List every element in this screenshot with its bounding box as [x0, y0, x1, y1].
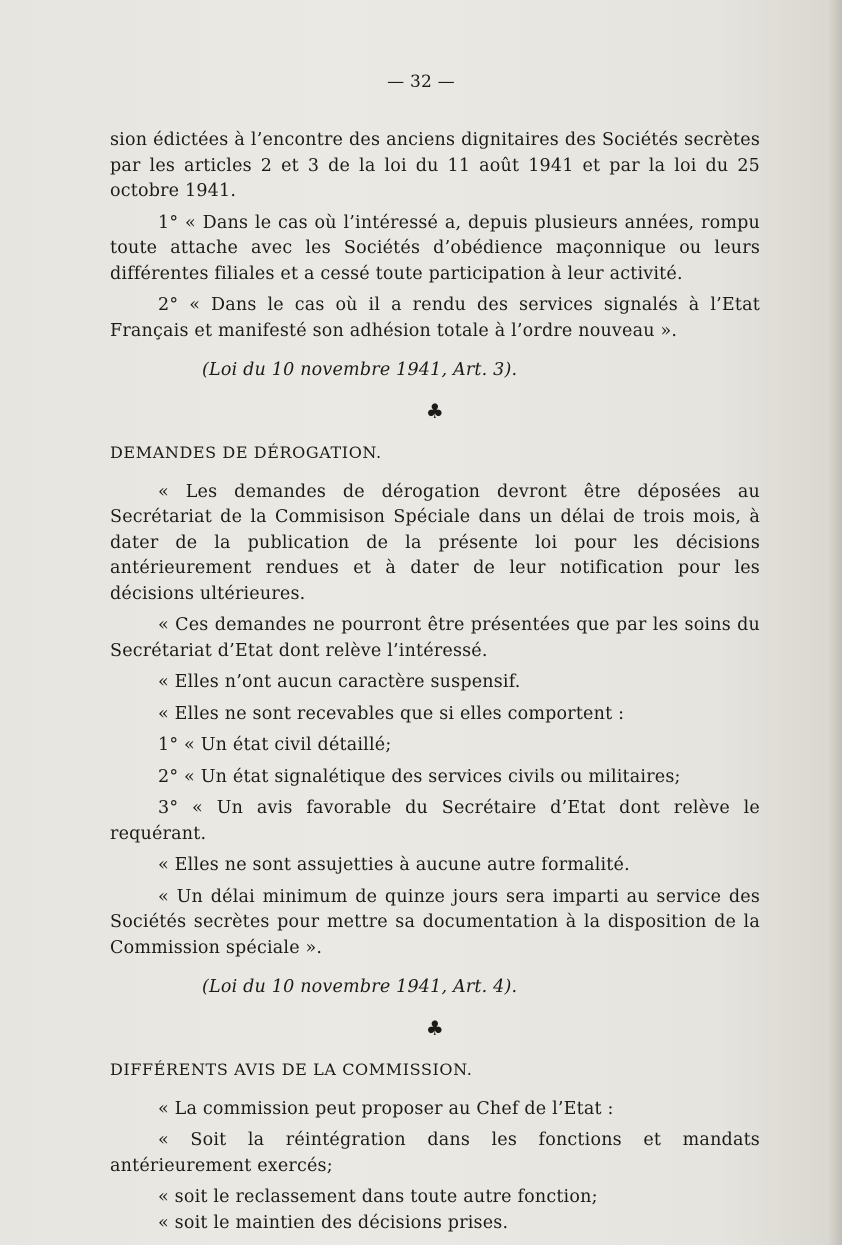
paragraph-condition-1: 1° « Dans le cas où l’intéressé a, depuis plusieurs années, rompu toute attache avec les Sociétés d’obédience maçonnique ou leurs différentes filiales et a cessé toute participation à leur activité. [110, 212, 760, 284]
paragraph-commission-3: « soit le reclassement dans toute autre fonction; [158, 1187, 598, 1207]
paragraph-commission-1: « La commission peut proposer au Chef de l’Etat : [158, 1098, 614, 1119]
paragraph-intro: sion édictées à l’encontre des anciens dignitaires des Sociétés secrètes par les articles 2 et 3 de la loi du 11 août 1941 et par la loi du 25 octobre 1941. [110, 130, 760, 201]
paragraph-derogation-4: « Elles ne sont recevables que si elles comportent : [158, 703, 625, 724]
paragraph-derogation-6: « Un délai minimum de quinze jours sera imparti au service des Sociétés secrètes pour mettre sa documentation à la disposition de la Commission spéciale ». [110, 886, 760, 958]
ornament-divider-2: ♣ [425, 1015, 445, 1040]
ornament-divider-1: ♣ [425, 398, 445, 423]
section-heading-derogation: DEMANDES DE DÉROGATION. [110, 442, 382, 462]
paragraph-derogation-2: « Ces demandes ne pourront être présentées que par les soins du Secrétariat d’Etat dont relève l’intéressé. [110, 615, 760, 661]
page-number: — 32 — [387, 72, 455, 92]
paragraph-derogation-1: « Les demandes de dérogation devront être déposées au Secrétariat de la Commisison Spéciale dans un délai de trois mois, à dater de la publication de la présente loi pour les décisions antérieurement rendues et à dater de leur notification pour les décisions ultérieures. [110, 481, 760, 604]
paragraph-derogation-5: « Elles ne sont assujetties à aucune autre formalité. [158, 855, 630, 875]
law-citation-1: (Loi du 10 novembre 1941, Art. 3). [202, 360, 518, 380]
page-body [110, 128, 760, 1236]
list-item-1: 1° « Un état civil détaillé; [158, 735, 392, 755]
paragraph-derogation-3: « Elles n’ont aucun caractère suspensif. [158, 672, 521, 692]
section-heading-commission: DIFFÉRENTS AVIS DE LA COMMISSION. [110, 1059, 473, 1079]
paragraph-commission-2: « Soit la réintégration dans les fonctions et mandats antérieurement exercés; [110, 1130, 760, 1176]
paragraph-commission-4: « soit le maintien des décisions prises. [158, 1212, 509, 1233]
list-item-2: 2° « Un état signalétique des services civils ou militaires; [158, 766, 681, 787]
law-citation-2: (Loi du 10 novembre 1941, Art. 4). [202, 977, 518, 997]
paragraph-condition-2: 2° « Dans le cas où il a rendu des services signalés à l’Etat Français et manifesté son adhésion totale à l’ordre nouveau ». [110, 295, 760, 341]
page-edge-shadow [828, 0, 842, 1245]
list-item-3: 3° « Un avis favorable du Secrétaire d’Etat dont relève le requérant. [110, 798, 760, 844]
